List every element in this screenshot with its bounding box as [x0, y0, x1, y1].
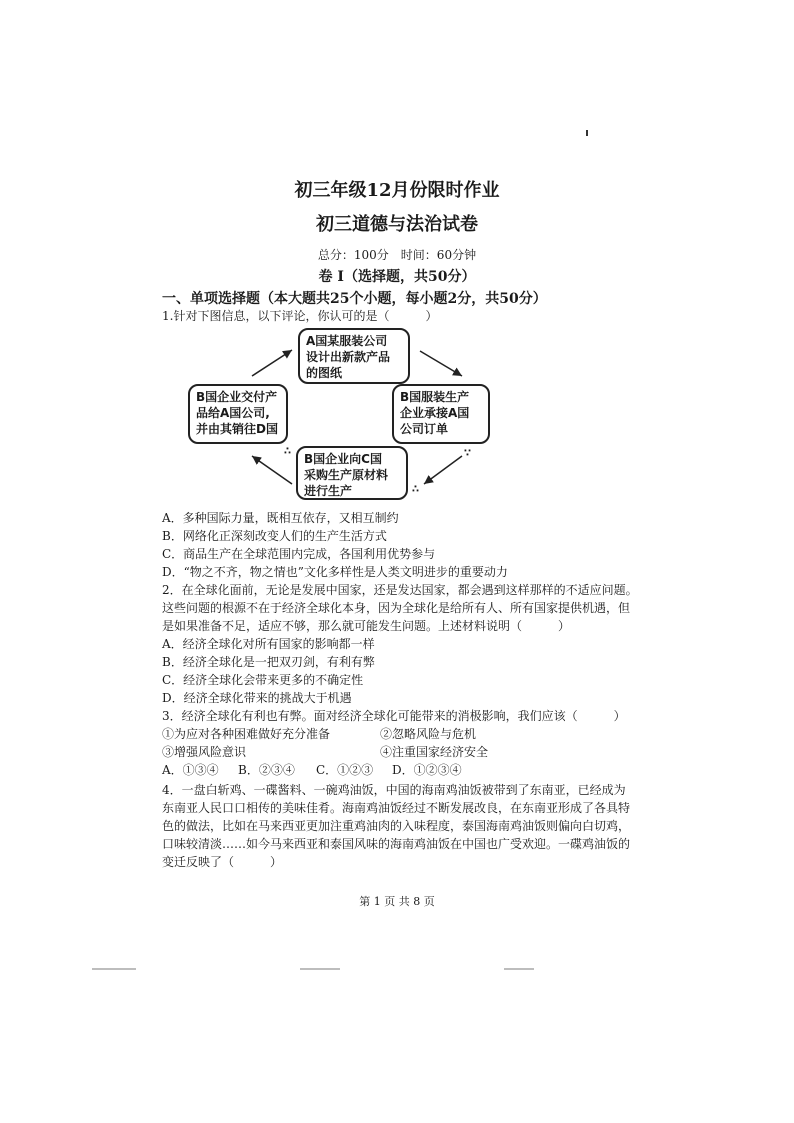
q3-option-b: B．②③④ [238, 763, 295, 777]
scan-artifact [504, 968, 534, 970]
q3-item-3: ③增强风险意识 [162, 745, 247, 759]
q3-option-d: D．①②③④ [392, 763, 462, 777]
q3-item-1: ①为应对各种困难做好充分准备 [162, 727, 331, 741]
q2-option-a: A．经济全球化对所有国家的影响都一样 [162, 637, 375, 651]
q4-stem-line-4: 口味较清淡……如今马来西亚和泰国风味的海南鸡油饭在中国也广受欢迎。一碟鸡油饭的 [162, 837, 631, 851]
box-b-purchase-line-3: 进行生产 [304, 484, 353, 498]
arrow-left-top [252, 350, 292, 376]
box-b-order-line-3: 公司订单 [400, 422, 449, 436]
box-b-purchase-line-2: 采购生产原材料 [304, 468, 389, 482]
box-b-deliver-line-1: B国企业交付产 [196, 390, 278, 404]
q1-option-b: B．网络化正深刻改变人们的生产生活方式 [162, 529, 387, 543]
q2-stem-line-2: 这些问题的根源不在于经济全球化本身，因为全球化是给所有人、所有国家提供机遇，但 [162, 601, 631, 615]
exam-subtitle: 初三道德与法治试卷 [316, 214, 478, 235]
box-b-order-line-2: 企业承接A国 [400, 406, 470, 420]
scan-dots: ∵ [464, 448, 472, 459]
question-1-stem: 1.针对下图信息，以下评论，你认可的是（ ） [162, 309, 438, 323]
q3-stem: 3．经济全球化有利也有弊。面对经济全球化可能带来的消极影响，我们应该（ ） [162, 709, 626, 723]
box-b-order-line-1: B国服装生产 [400, 390, 470, 404]
trade-cycle-diagram [180, 326, 500, 506]
arrow-top-right [420, 351, 462, 376]
q3-option-c: C．①②③ [316, 763, 374, 777]
q2-option-b: B．经济全球化是一把双刃剑，有利有弊 [162, 655, 375, 669]
q3-item-4: ④注重国家经济安全 [380, 745, 489, 759]
section-heading: 一、单项选择题（本大题共25个小题，每小题2分，共50分） [162, 291, 547, 307]
q3-item-2: ②忽略风险与危机 [380, 727, 477, 741]
box-a-line-3: 的图纸 [306, 366, 343, 380]
arrow-right-bottom [424, 456, 462, 484]
page-footer: 第 1 页 共 8 页 [359, 895, 435, 908]
scan-artifact [586, 130, 588, 136]
q4-stem-line-5: 变迁反映了（ ） [162, 855, 283, 869]
scan-dots: ∴ [284, 446, 292, 457]
exam-title: 初三年级12月份限时作业 [294, 180, 500, 201]
q1-option-d: D．“物之不齐，物之情也”文化多样性是人类文明进步的重要动力 [162, 565, 508, 579]
q4-stem-line-3: 色的做法，比如在马来西亚更加注重鸡油肉的入味程度，泰国海南鸡油饭则偏向白切鸡， [162, 819, 631, 833]
q4-stem-line-1: 4．一盘白斩鸡、一碟酱料、一碗鸡油饭，中国的海南鸡油饭被带到了东南亚，已经成为 [162, 783, 626, 797]
box-b-order [392, 384, 490, 444]
score-time-info: 总分：100分 时间：60分钟 [317, 248, 477, 262]
box-b-purchase [296, 446, 408, 500]
box-b-purchase-line-1: B国企业向C国 [304, 452, 382, 466]
scan-dots: ∴ [412, 484, 420, 495]
box-b-deliver-line-3: 并由其销往D国 [196, 422, 278, 436]
arrow-bottom-left [252, 456, 292, 484]
q4-stem-line-2: 东南亚人民口口相传的美味佳肴。海南鸡油饭经过不断发展改良，在东南亚形成了各具特 [162, 801, 631, 815]
q1-option-c: C．商品生产在全球范围内完成，各国利用优势参与 [162, 547, 436, 561]
volume-heading: 卷 Ⅰ（选择题，共50分） [318, 269, 476, 285]
q2-stem-line-1: 2．在全球化面前，无论是发展中国家，还是发达国家，都会遇到这样那样的不适应问题。 [162, 583, 638, 597]
q2-option-c: C．经济全球化会带来更多的不确定性 [162, 673, 364, 687]
box-a-line-1: A国某服装公司 [306, 334, 388, 348]
box-b-deliver [188, 384, 288, 444]
box-a-design [298, 328, 410, 384]
q1-option-a: A．多种国际力量，既相互依存，又相互制约 [162, 511, 399, 525]
q2-option-d: D．经济全球化带来的挑战大于机遇 [162, 691, 352, 705]
scan-artifact [92, 968, 136, 970]
scan-artifact [300, 968, 340, 970]
box-a-line-2: 设计出新款产品 [306, 350, 391, 364]
box-b-deliver-line-2: 品给A国公司, [196, 406, 270, 420]
q2-stem-line-3: 是如果准备不足，适应不够，那么就可能发生问题。上述材料说明（ ） [162, 619, 571, 633]
q3-option-a: A．①③④ [162, 763, 219, 777]
